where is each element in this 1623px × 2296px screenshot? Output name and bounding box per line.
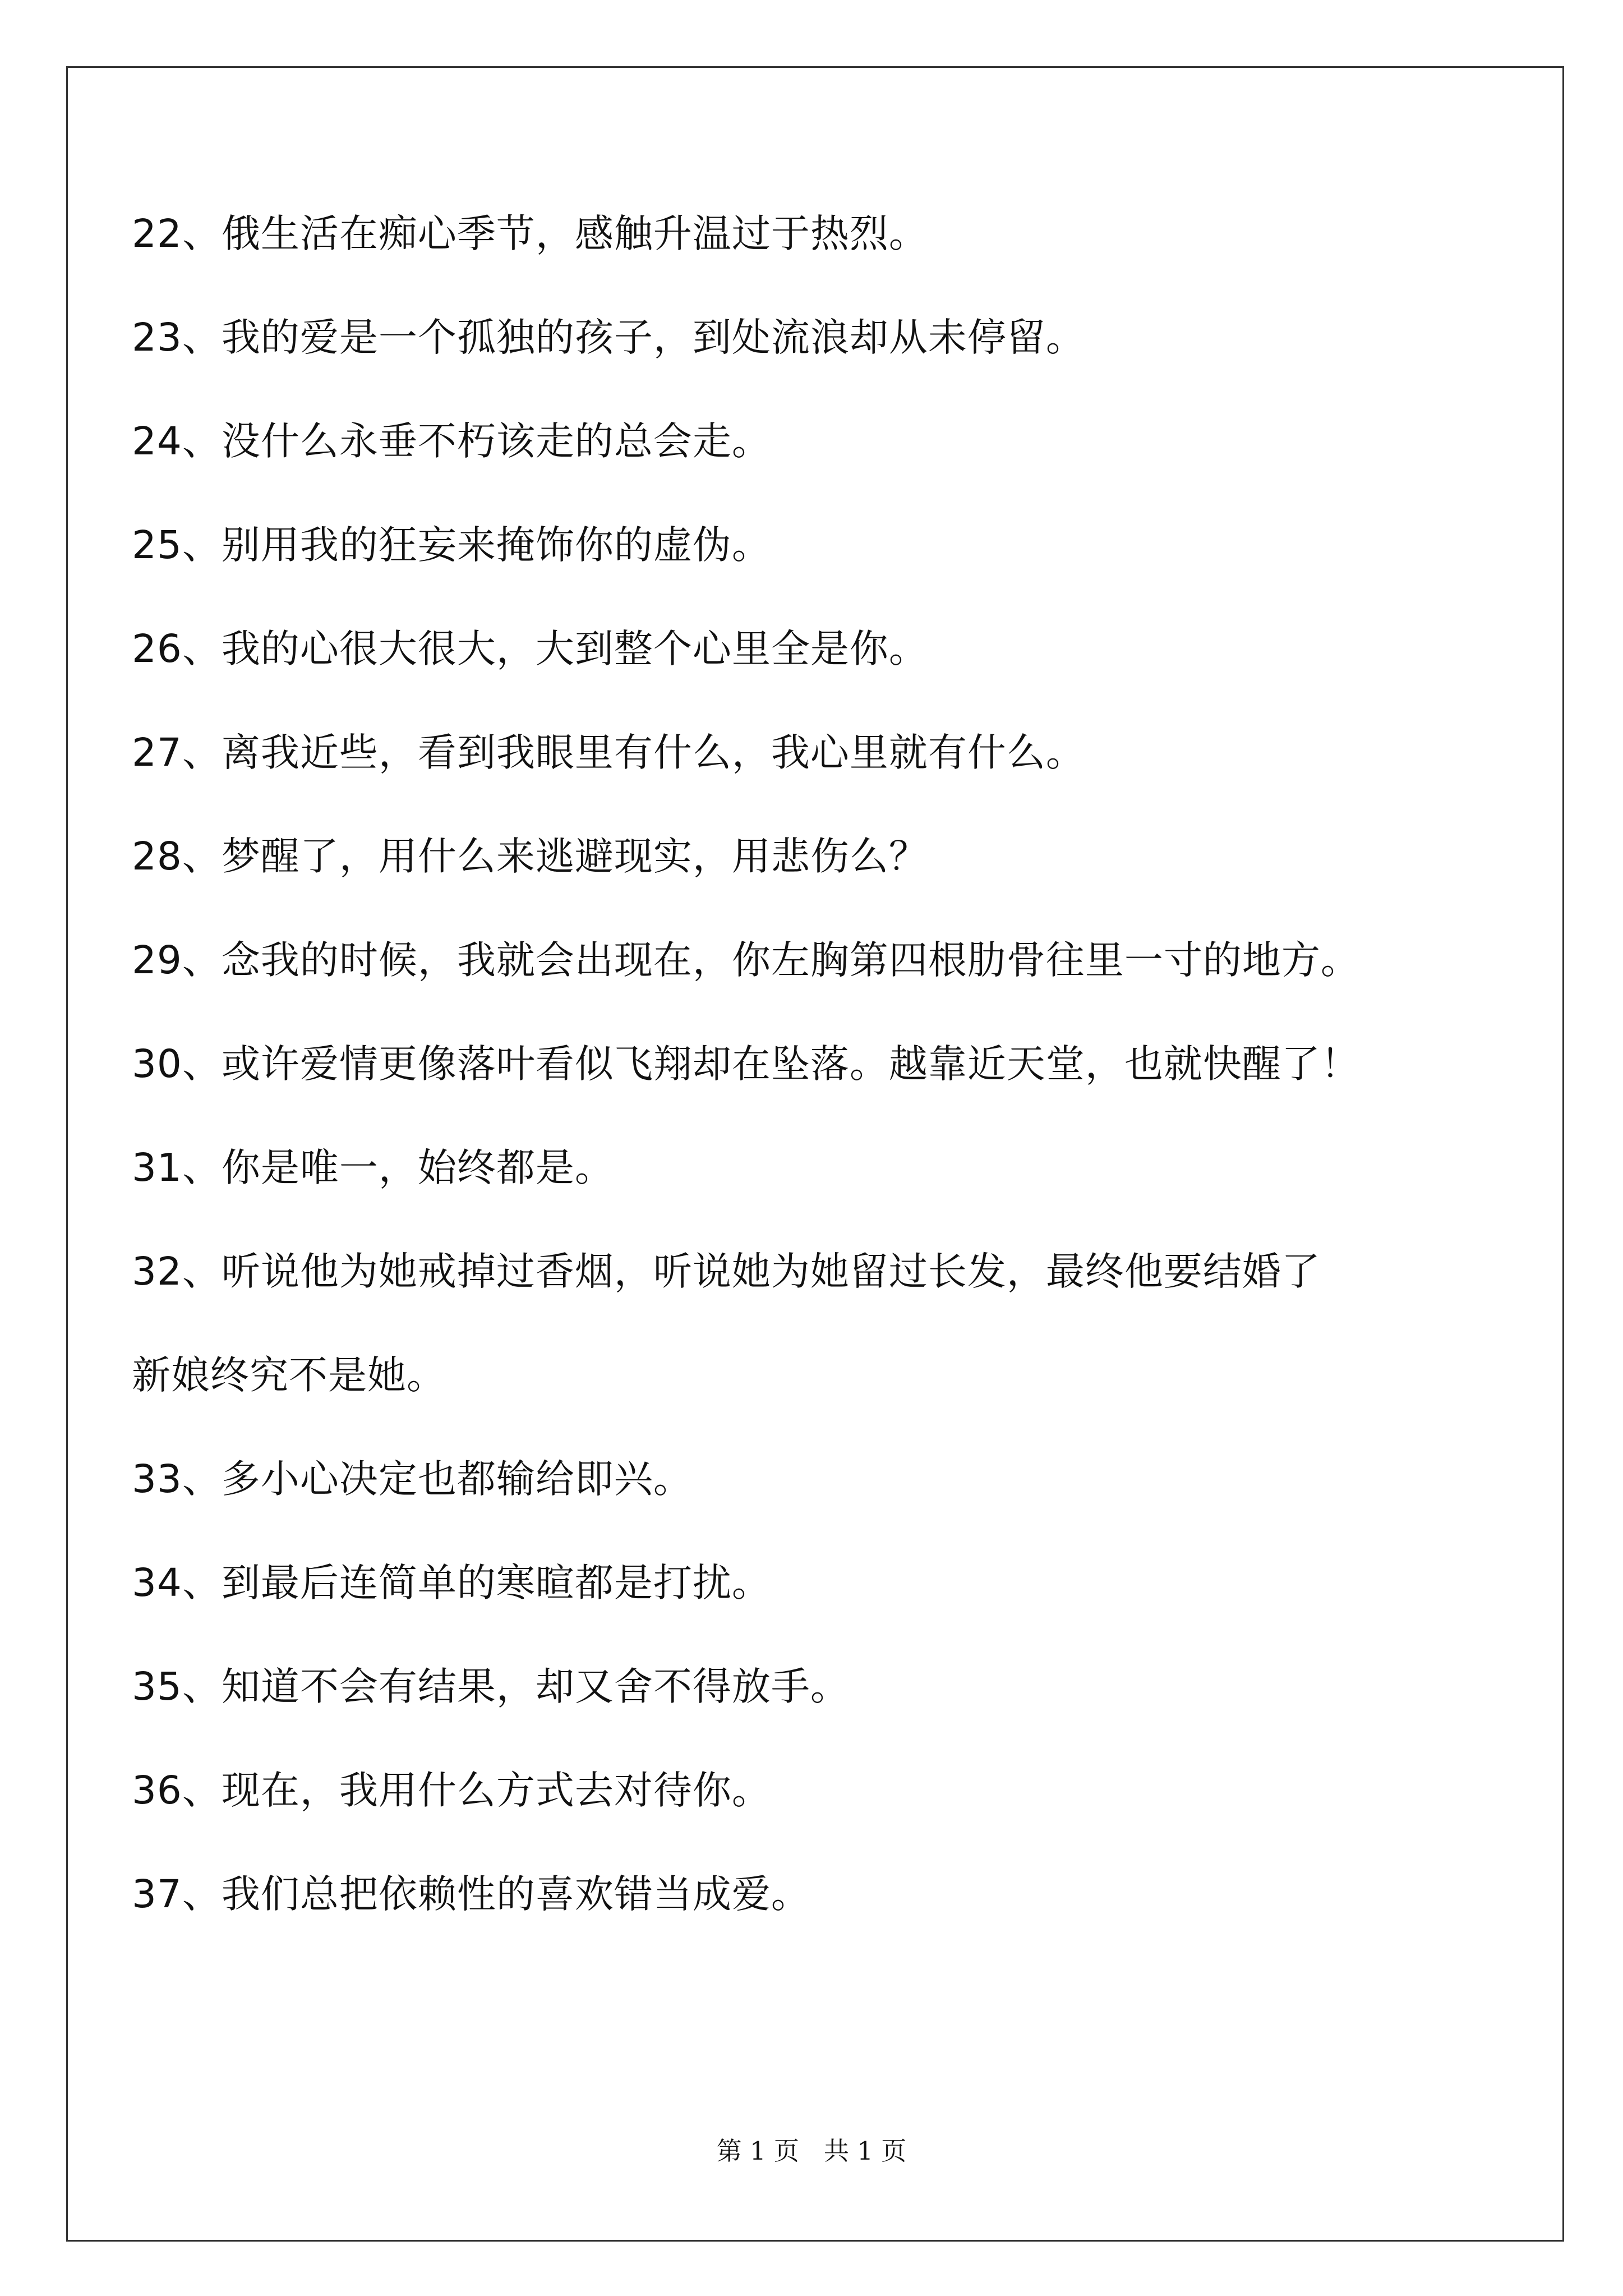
item-number: 33 — [132, 1457, 182, 1502]
list-item — [132, 1869, 810, 1920]
item-text: 、或许爱情更像落叶看似飞翔却在坠落。越靠近天堂，也就快醒了！ — [182, 1042, 1360, 1087]
list-item — [132, 831, 928, 882]
item-number: 32 — [132, 1249, 182, 1294]
list-item — [132, 312, 1085, 363]
list-item — [132, 624, 928, 674]
item-text: 、现在，我用什么方式去对待你。 — [182, 1768, 771, 1813]
list-item — [132, 1662, 850, 1712]
item-text: 、听说他为她戒掉过香烟，听说她为她留过长发，最终他要结婚了 — [182, 1249, 1321, 1294]
list-item — [132, 1143, 614, 1193]
item-text: 、多小心决定也都输给即兴。 — [182, 1457, 693, 1502]
item-number: 29 — [132, 938, 182, 983]
item-number: 28 — [132, 834, 182, 879]
item-number: 34 — [132, 1561, 182, 1605]
item-text: 、别用我的狂妄来掩饰你的虚伪。 — [182, 523, 771, 568]
list-item-continuation — [132, 1350, 446, 1401]
list-item — [132, 209, 928, 259]
list-item — [132, 416, 771, 467]
item-text: 、我的心很大很大，大到整个心里全是你。 — [182, 627, 928, 671]
list-item — [132, 728, 1085, 778]
item-text: 、你是唯一，始终都是。 — [182, 1145, 614, 1190]
page-number-current: 第 1 页 — [716, 2136, 799, 2166]
item-number: 26 — [132, 627, 182, 671]
item-text: 、俄生活在痴心季节，感触升温过于热烈。 — [182, 211, 928, 256]
item-text: 新娘终究不是她。 — [132, 1353, 446, 1398]
page-number-total: 共 1 页 — [824, 2136, 907, 2166]
item-number: 24 — [132, 419, 182, 464]
item-number: 31 — [132, 1145, 182, 1190]
list-item — [132, 1765, 771, 1816]
item-text: 、知道不会有结果，却又舍不得放手。 — [182, 1664, 850, 1709]
list-item — [132, 935, 1360, 986]
list-item — [132, 1454, 693, 1504]
item-number: 30 — [132, 1042, 182, 1087]
item-text: 、没什么永垂不朽该走的总会走。 — [182, 419, 771, 464]
item-text: 、念我的时候，我就会出现在，你左胸第四根肋骨往里一寸的地方。 — [182, 938, 1360, 983]
item-number: 36 — [132, 1768, 182, 1813]
item-number: 27 — [132, 730, 182, 775]
item-number: 23 — [132, 315, 182, 360]
page-footer — [0, 2134, 1623, 2168]
list-item — [132, 1039, 1360, 1089]
item-number: 35 — [132, 1664, 182, 1709]
item-number: 37 — [132, 1872, 182, 1917]
item-text: 、梦醒了，用什么来逃避现实，用悲伤么？ — [182, 834, 928, 879]
list-item — [132, 1246, 1321, 1297]
item-number: 25 — [132, 523, 182, 568]
item-number: 22 — [132, 211, 182, 256]
item-text: 、离我近些，看到我眼里有什么，我心里就有什么。 — [182, 730, 1085, 775]
list-item — [132, 520, 771, 570]
item-text: 、我的爱是一个孤独的孩子，到处流浪却从未停留。 — [182, 315, 1085, 360]
item-text: 、到最后连简单的寒暄都是打扰。 — [182, 1561, 771, 1605]
list-item — [132, 1558, 771, 1608]
item-text: 、我们总把依赖性的喜欢错当成爱。 — [182, 1872, 810, 1917]
